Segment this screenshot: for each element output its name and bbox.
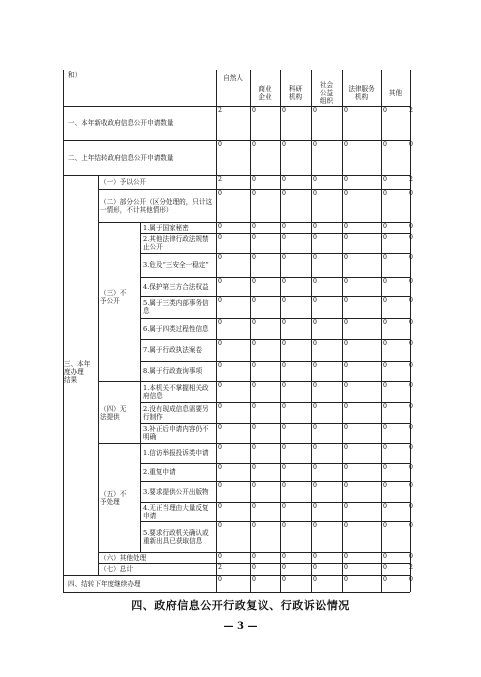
row-label-10-text: 7.属于行政执法案卷 xyxy=(143,346,203,354)
row-label-2 xyxy=(100,175,214,189)
cell-r22-c4: 0 xyxy=(344,576,348,583)
cell-r22-c1: 0 xyxy=(252,576,256,583)
cell-r1-c1: 0 xyxy=(252,141,256,148)
row-label-16 xyxy=(143,463,214,481)
cell-r11-c6: 0 xyxy=(409,362,413,369)
cell-r15-c3: 0 xyxy=(313,444,317,451)
cell-r8-c4: 0 xyxy=(344,297,348,304)
cell-r3-c2: 0 xyxy=(282,190,286,197)
cell-r10-c0: 0 xyxy=(218,340,222,347)
row-label-18-text: 4.无正当理由大量反复申请 xyxy=(143,503,209,520)
cell-r1-c5: 0 xyxy=(383,141,387,148)
row-rule-5 xyxy=(140,253,410,254)
cell-r2-c2: 0 xyxy=(282,176,286,183)
cell-r3-c1: 0 xyxy=(252,190,256,197)
cell-r5-c0: 0 xyxy=(218,234,222,241)
cell-r17-c5: 0 xyxy=(383,482,387,489)
cell-r0-c6: 2 xyxy=(409,107,413,114)
cell-r8-c2: 0 xyxy=(282,297,286,304)
cell-r19-c1: 0 xyxy=(252,522,256,529)
header-col-1-text: 自然人 xyxy=(223,74,243,82)
cell-r14-c5: 0 xyxy=(383,424,387,431)
cell-r9-c5: 0 xyxy=(383,319,387,326)
header-col-4 xyxy=(312,78,341,108)
cell-r1-c0: 0 xyxy=(218,141,222,148)
cell-r16-c0: 0 xyxy=(218,464,222,471)
row-rule-16 xyxy=(140,481,410,482)
row-label-17 xyxy=(143,481,214,502)
row-rule-17 xyxy=(140,502,410,503)
row-rule-21 xyxy=(63,575,410,576)
cell-r7-c6: 0 xyxy=(409,278,413,285)
cell-r7-c4: 0 xyxy=(344,278,348,285)
cell-r17-c2: 0 xyxy=(282,482,286,489)
cell-r6-c4: 0 xyxy=(344,254,348,261)
row-label-4 xyxy=(143,222,214,233)
row-label-20-text: （六）其他处理 xyxy=(100,553,147,562)
cell-r11-c1: 0 xyxy=(252,362,256,369)
value-col-rule-4 xyxy=(342,70,343,592)
cell-r13-c4: 0 xyxy=(344,403,348,410)
cell-r14-c0: 0 xyxy=(218,424,222,431)
header-col-5-text: 法律服务 机构 xyxy=(348,85,375,101)
cell-r0-c2: 0 xyxy=(282,107,286,114)
cell-r11-c5: 0 xyxy=(383,362,387,369)
row-rule-7 xyxy=(140,296,410,297)
group-not-processed-label xyxy=(100,487,140,509)
row-label-13-text: 2.没有现成信息需要另行制作 xyxy=(143,404,209,421)
cell-r10-c6: 0 xyxy=(409,340,413,347)
cell-r12-c6: 0 xyxy=(409,382,413,389)
table-left-border xyxy=(63,70,64,592)
row-label-6 xyxy=(143,253,214,277)
cell-r7-c1: 0 xyxy=(252,278,256,285)
group-cannot-provide-label xyxy=(100,402,140,424)
group-not-public-label xyxy=(100,285,140,309)
cell-r9-c0: 0 xyxy=(218,319,222,326)
header-col-6 xyxy=(382,78,409,108)
row-label-16-text: 2.重复申请 xyxy=(143,468,176,476)
cell-r9-c1: 0 xyxy=(252,319,256,326)
row-label-21 xyxy=(100,563,214,575)
row-rule-4 xyxy=(140,233,410,234)
cell-r1-c3: 0 xyxy=(313,141,317,148)
cell-r3-c4: 0 xyxy=(344,190,348,197)
cell-r13-c2: 0 xyxy=(282,403,286,410)
cell-r5-c2: 0 xyxy=(282,234,286,241)
cell-r5-c3: 0 xyxy=(313,234,317,241)
cell-r12-c4: 0 xyxy=(344,382,348,389)
cell-r18-c2: 0 xyxy=(282,503,286,510)
cell-r3-c0: 0 xyxy=(218,190,222,197)
cell-r2-c4: 0 xyxy=(344,176,348,183)
cell-r18-c3: 0 xyxy=(313,503,317,510)
cell-r11-c3: 0 xyxy=(313,362,317,369)
cell-r7-c3: 0 xyxy=(313,278,317,285)
value-col-rule-1 xyxy=(250,70,251,592)
row-label-0-text: 一、本年新收政府信息公开申请数量 xyxy=(68,119,174,127)
cell-r20-c6: 0 xyxy=(409,553,413,560)
row-rule-10 xyxy=(140,361,410,362)
cell-r12-c1: 0 xyxy=(252,382,256,389)
cell-r13-c3: 0 xyxy=(313,403,317,410)
row-label-22-text: 四、结转下年度继续办理 xyxy=(68,579,141,588)
cell-r4-c0: 0 xyxy=(218,223,222,230)
cell-r11-c4: 0 xyxy=(344,362,348,369)
cell-r6-c5: 0 xyxy=(383,254,387,261)
cell-r21-c2: 0 xyxy=(282,564,286,571)
cell-r11-c0: 0 xyxy=(218,362,222,369)
cell-r18-c4: 0 xyxy=(344,503,348,510)
cell-r8-c1: 0 xyxy=(252,297,256,304)
group-not-public-label-text: （三）不 予公开 xyxy=(100,289,127,305)
cell-r18-c5: 0 xyxy=(383,503,387,510)
row-rule-6 xyxy=(140,277,410,278)
cell-r2-c5: 0 xyxy=(383,176,387,183)
value-col-rule-5 xyxy=(381,70,382,592)
row-label-15-text: 1.信访举报投诉类申请 xyxy=(143,449,209,457)
cell-r21-c0: 2 xyxy=(218,564,222,571)
row-rule-15 xyxy=(140,463,410,464)
header-fragment xyxy=(68,70,128,80)
cell-r15-c4: 0 xyxy=(344,444,348,451)
row-label-12-text: 1.本机关不掌握相关政府信息 xyxy=(143,383,209,400)
cell-r4-c2: 0 xyxy=(282,223,286,230)
cell-r10-c3: 0 xyxy=(313,340,317,347)
cell-r18-c0: 0 xyxy=(218,503,222,510)
cell-r12-c5: 0 xyxy=(383,382,387,389)
cell-r14-c3: 0 xyxy=(313,424,317,431)
cell-r6-c0: 0 xyxy=(218,254,222,261)
cell-r19-c2: 0 xyxy=(282,522,286,529)
row-label-14 xyxy=(143,423,214,443)
cell-r15-c0: 0 xyxy=(218,444,222,451)
cell-r0-c4: 0 xyxy=(344,107,348,114)
cell-r11-c2: 0 xyxy=(282,362,286,369)
row-label-6-text: 3.危及“三安全一稳定” xyxy=(143,261,209,269)
cell-r5-c1: 0 xyxy=(252,234,256,241)
cell-r0-c5: 0 xyxy=(383,107,387,114)
cell-r20-c4: 0 xyxy=(344,553,348,560)
cell-r8-c6: 0 xyxy=(409,297,413,304)
value-col-rule-6 xyxy=(410,70,411,592)
group-cannot-provide-label-text: （四）无 法提供 xyxy=(100,405,127,421)
cell-r9-c2: 0 xyxy=(282,319,286,326)
cell-r5-c5: 0 xyxy=(383,234,387,241)
row-label-2-text: （一）予以公开 xyxy=(100,178,147,186)
cell-r15-c5: 0 xyxy=(383,444,387,451)
header-col-5 xyxy=(343,78,380,108)
cell-r10-c1: 0 xyxy=(252,340,256,347)
row-rule-13 xyxy=(140,423,410,424)
cell-r5-c6: 0 xyxy=(409,234,413,241)
row-label-5-text: 2.其他法律行政法规禁止公开 xyxy=(143,235,209,251)
row-label-9 xyxy=(143,318,214,339)
cell-r12-c3: 0 xyxy=(313,382,317,389)
cell-r13-c1: 0 xyxy=(252,403,256,410)
value-col-rule-2 xyxy=(280,70,281,592)
cell-r19-c4: 0 xyxy=(344,522,348,529)
cell-r8-c5: 0 xyxy=(383,297,387,304)
cell-r20-c2: 0 xyxy=(282,553,286,560)
cell-r7-c5: 0 xyxy=(383,278,387,285)
cell-r20-c1: 0 xyxy=(252,553,256,560)
cell-r9-c6: 0 xyxy=(409,319,413,326)
cell-r17-c6: 0 xyxy=(409,482,413,489)
cell-r0-c1: 0 xyxy=(252,107,256,114)
cell-r21-c4: 0 xyxy=(344,564,348,571)
cell-r6-c3: 0 xyxy=(313,254,317,261)
row-label-4-text: 1.属于国家秘密 xyxy=(143,223,189,232)
cell-r20-c5: 0 xyxy=(383,553,387,560)
section-three-col-rule xyxy=(98,175,99,575)
row-label-3-text: （二）部分公开（区分处理的，只计这一情形，不计其他情形） xyxy=(100,197,213,214)
cell-r10-c4: 0 xyxy=(344,340,348,347)
cell-r17-c0: 0 xyxy=(218,482,222,489)
header-col-3 xyxy=(281,78,310,108)
cell-r12-c2: 0 xyxy=(282,382,286,389)
cell-r3-c5: 0 xyxy=(383,190,387,197)
row-label-13 xyxy=(143,402,214,423)
cell-r2-c1: 0 xyxy=(252,176,256,183)
row-label-3 xyxy=(100,189,214,222)
cell-r13-c0: 0 xyxy=(218,403,222,410)
header-fragment-text: 和） xyxy=(68,71,82,79)
cell-r10-c2: 0 xyxy=(282,340,286,347)
row-rule-9 xyxy=(140,339,410,340)
row-label-9-text: 6.属于四类过程性信息 xyxy=(143,324,209,333)
row-label-5 xyxy=(143,233,214,253)
cell-r5-c4: 0 xyxy=(344,234,348,241)
cell-r17-c1: 0 xyxy=(252,482,256,489)
cell-r14-c4: 0 xyxy=(344,424,348,431)
cell-r6-c1: 0 xyxy=(252,254,256,261)
cell-r14-c2: 0 xyxy=(282,424,286,431)
cell-r9-c3: 0 xyxy=(313,319,317,326)
row-label-21-text: （七）总计 xyxy=(100,565,133,573)
cell-r17-c3: 0 xyxy=(313,482,317,489)
cell-r15-c6: 0 xyxy=(409,444,413,451)
value-col-rule-0 xyxy=(216,70,217,592)
cell-r6-c2: 0 xyxy=(282,254,286,261)
cell-r14-c1: 0 xyxy=(252,424,256,431)
cell-r8-c0: 0 xyxy=(218,297,222,304)
cell-r21-c3: 0 xyxy=(313,564,317,571)
cell-r19-c6: 0 xyxy=(409,522,413,529)
cell-r22-c0: 0 xyxy=(218,576,222,583)
cell-r12-c0: 0 xyxy=(218,382,222,389)
row-label-0 xyxy=(68,106,214,140)
row-label-15 xyxy=(143,443,214,463)
cell-r17-c4: 0 xyxy=(344,482,348,489)
cell-r18-c1: 0 xyxy=(252,503,256,510)
row-label-18 xyxy=(143,502,214,521)
cell-r2-c6: 2 xyxy=(409,176,413,183)
row-label-17-text: 3.要求提供公开出版物 xyxy=(143,487,209,496)
cell-r9-c4: 0 xyxy=(344,319,348,326)
row-rule-18 xyxy=(140,521,410,522)
cell-r21-c5: 0 xyxy=(383,564,387,571)
row-label-12 xyxy=(143,381,214,402)
cell-r21-c6: 2 xyxy=(409,564,413,571)
group-not-processed-label-text: （五）不 予处理 xyxy=(100,490,127,506)
cell-r16-c4: 0 xyxy=(344,464,348,471)
cell-r7-c2: 0 xyxy=(282,278,286,285)
cell-r4-c1: 0 xyxy=(252,223,256,230)
cell-r1-c2: 0 xyxy=(282,141,286,148)
cell-r4-c6: 0 xyxy=(409,223,413,230)
value-col-rule-3 xyxy=(311,70,312,592)
row-rule-8 xyxy=(140,318,410,319)
row-label-8-text: 5.属于三类内部事务信息 xyxy=(143,299,209,315)
cell-r1-c6: 0 xyxy=(409,141,413,148)
cell-r22-c5: 0 xyxy=(383,576,387,583)
cell-r14-c6: 0 xyxy=(409,424,413,431)
section-three-label xyxy=(64,352,98,392)
row-label-22 xyxy=(68,575,214,592)
cell-r19-c3: 0 xyxy=(313,522,317,529)
row-label-19 xyxy=(143,521,214,552)
row-label-20 xyxy=(100,552,214,563)
cell-r18-c6: 0 xyxy=(409,503,413,510)
cell-r19-c5: 0 xyxy=(383,522,387,529)
cell-r13-c5: 0 xyxy=(383,403,387,410)
row-label-14-text: 3.补正后申请内容仍不明确 xyxy=(143,425,209,441)
cell-r6-c6: 0 xyxy=(409,254,413,261)
header-col-1 xyxy=(217,72,249,84)
cell-r16-c3: 0 xyxy=(313,464,317,471)
cell-r7-c0: 0 xyxy=(218,278,222,285)
header-col-2 xyxy=(251,78,279,108)
cell-r2-c0: 2 xyxy=(218,176,222,183)
cell-r20-c3: 0 xyxy=(313,553,317,560)
cell-r1-c4: 0 xyxy=(344,141,348,148)
header-col-2-text: 商业 企业 xyxy=(258,85,272,101)
header-col-6-text: 其他 xyxy=(388,89,403,97)
cell-r16-c2: 0 xyxy=(282,464,286,471)
cell-r2-c3: 0 xyxy=(313,176,317,183)
cell-r22-c2: 0 xyxy=(282,576,286,583)
row-label-7-text: 4.保护第三方合法权益 xyxy=(143,282,209,291)
table-bottom-border xyxy=(63,592,410,593)
header-col-3-text: 科研 机构 xyxy=(288,85,303,101)
cell-r10-c5: 0 xyxy=(383,340,387,347)
cell-r13-c6: 0 xyxy=(409,403,413,410)
cell-r3-c3: 0 xyxy=(313,190,317,197)
cell-r0-c3: 0 xyxy=(313,107,317,114)
cell-r0-c0: 2 xyxy=(218,107,222,114)
cell-r8-c3: 0 xyxy=(313,297,317,304)
cell-r16-c6: 0 xyxy=(409,464,413,471)
page-number: — 3 — xyxy=(223,621,258,632)
row-rule-12 xyxy=(140,402,410,403)
row-label-10 xyxy=(143,339,214,361)
cell-r15-c2: 0 xyxy=(282,444,286,451)
cell-r3-c6: 0 xyxy=(409,190,413,197)
cell-r4-c5: 0 xyxy=(383,223,387,230)
cell-r16-c1: 0 xyxy=(252,464,256,471)
cell-r22-c3: 0 xyxy=(313,576,317,583)
cell-r4-c3: 0 xyxy=(313,223,317,230)
row-label-8 xyxy=(143,296,214,318)
row-label-19-text: 5.要求行政机关确认或重新出具已获取信息 xyxy=(143,528,209,545)
row-label-1-text: 二、上年结转政府信息公开申请数量 xyxy=(68,153,174,162)
cell-r21-c1: 0 xyxy=(252,564,256,571)
cell-r22-c6: 0 xyxy=(409,576,413,583)
header-col-4-text: 社会 公益 组织 xyxy=(319,81,334,105)
cell-r20-c0: 0 xyxy=(218,553,222,560)
section-heading: 四、政府信息公开行政复议、行政诉讼情况 xyxy=(131,599,350,612)
cell-r16-c5: 0 xyxy=(383,464,387,471)
cell-r19-c0: 0 xyxy=(218,522,222,529)
row-label-11-text: 8.属于行政查询事项 xyxy=(143,367,203,375)
row-label-1 xyxy=(68,140,214,175)
row-label-11 xyxy=(143,361,214,381)
cell-r4-c4: 0 xyxy=(344,223,348,230)
cell-r15-c1: 0 xyxy=(252,444,256,451)
section-three-label-text: 三、本年 度办理 结果 xyxy=(64,360,91,384)
row-label-7 xyxy=(143,277,214,296)
